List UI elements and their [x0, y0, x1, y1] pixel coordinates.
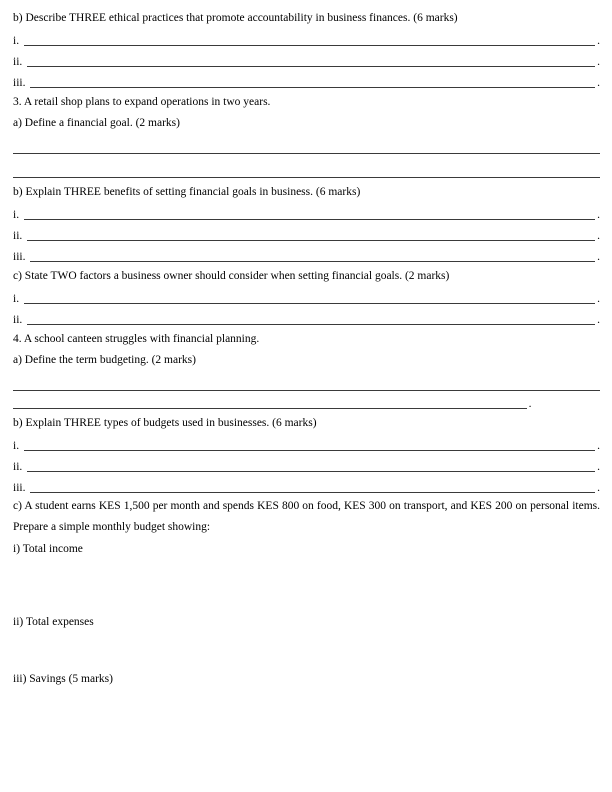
answer-line-period: .	[597, 440, 600, 453]
answer-line-blank	[30, 87, 595, 88]
answer-line-label: iii.	[13, 251, 26, 264]
answer-line	[13, 70, 600, 91]
answer-line-period: .	[597, 35, 600, 48]
answer-line-label: ii.	[13, 461, 23, 474]
answer-line-blank	[24, 303, 595, 304]
question-q4c-heading: c) A student earns KES 1,500 per month and spends KES 800 on food, KES 300 on transport, and KES 200 on personal items. Prepare a simple monthly budget showing:	[13, 500, 600, 533]
answer-line	[13, 28, 600, 49]
answer-line	[13, 475, 600, 496]
answer-line	[13, 244, 600, 265]
answer-line-label: ii.	[13, 56, 23, 69]
answer-line-blank	[24, 45, 595, 46]
answer-line	[13, 454, 600, 475]
answer-line-label: ii.	[13, 230, 23, 243]
question-q2b-heading: b) Describe THREE ethical practices that promote accountability in business finances. (6 marks)	[13, 11, 458, 24]
answer-line	[13, 202, 600, 223]
answer-space	[13, 632, 600, 668]
question-q3b-heading: b) Explain THREE benefits of setting financial goals in business. (6 marks)	[13, 185, 361, 198]
question-q4b-heading: b) Explain THREE types of budgets used in businesses. (6 marks)	[13, 416, 317, 429]
answer-line-label: i.	[13, 209, 20, 222]
answer-space	[13, 559, 600, 611]
answer-line-period: .	[597, 77, 600, 90]
answer-line-label: iii.	[13, 482, 26, 495]
answer-line	[13, 307, 600, 328]
question-q4a-heading: a) Define the term budgeting. (2 marks)	[13, 353, 196, 366]
answer-line-period: .	[528, 398, 532, 411]
question-q3-intro: 3. A retail shop plans to expand operations in two years.	[13, 95, 271, 108]
answer-line-blank	[13, 153, 600, 154]
answer-line	[13, 223, 600, 244]
answer-line-blank	[30, 261, 595, 262]
answer-line-blank	[24, 219, 595, 220]
answer-line	[13, 157, 600, 181]
answer-line	[13, 433, 600, 454]
answer-line	[13, 286, 600, 307]
answer-line	[13, 394, 600, 412]
answer-line-period: .	[597, 251, 600, 264]
answer-line	[13, 49, 600, 70]
answer-line-blank	[27, 240, 595, 241]
answer-line-period: .	[597, 461, 600, 474]
answer-line-period: .	[597, 482, 600, 495]
answer-line-period: .	[597, 56, 600, 69]
answer-line-blank	[27, 324, 595, 325]
answer-line-label: i.	[13, 440, 20, 453]
answer-line-blank	[13, 177, 600, 178]
answer-line-period: .	[597, 209, 600, 222]
question-q4-intro: 4. A school canteen struggles with financial planning.	[13, 332, 260, 345]
answer-line-blank	[30, 492, 595, 493]
question-q3a-heading: a) Define a financial goal. (2 marks)	[13, 116, 180, 129]
answer-line-blank	[13, 408, 527, 409]
answer-line-label: iii.	[13, 77, 26, 90]
question-q4c-sub-i: i) Total income	[13, 542, 83, 555]
answer-line-label: i.	[13, 35, 20, 48]
question-q4c-sub-ii: ii) Total expenses	[13, 615, 94, 628]
answer-line-blank	[24, 450, 595, 451]
answer-line-period: .	[597, 293, 600, 306]
answer-line-period: .	[597, 230, 600, 243]
answer-line-blank	[27, 471, 595, 472]
answer-line	[13, 370, 600, 394]
answer-line-blank	[13, 390, 600, 391]
answer-line-period: .	[597, 314, 600, 327]
question-q3c-heading: c) State TWO factors a business owner should consider when setting financial goals. (2 marks)	[13, 269, 450, 282]
answer-line-blank	[27, 66, 595, 67]
answer-line	[13, 133, 600, 157]
question-q4c-sub-iii: iii) Savings (5 marks)	[13, 672, 113, 685]
answer-line-label: i.	[13, 293, 20, 306]
answer-line-label: ii.	[13, 314, 23, 327]
